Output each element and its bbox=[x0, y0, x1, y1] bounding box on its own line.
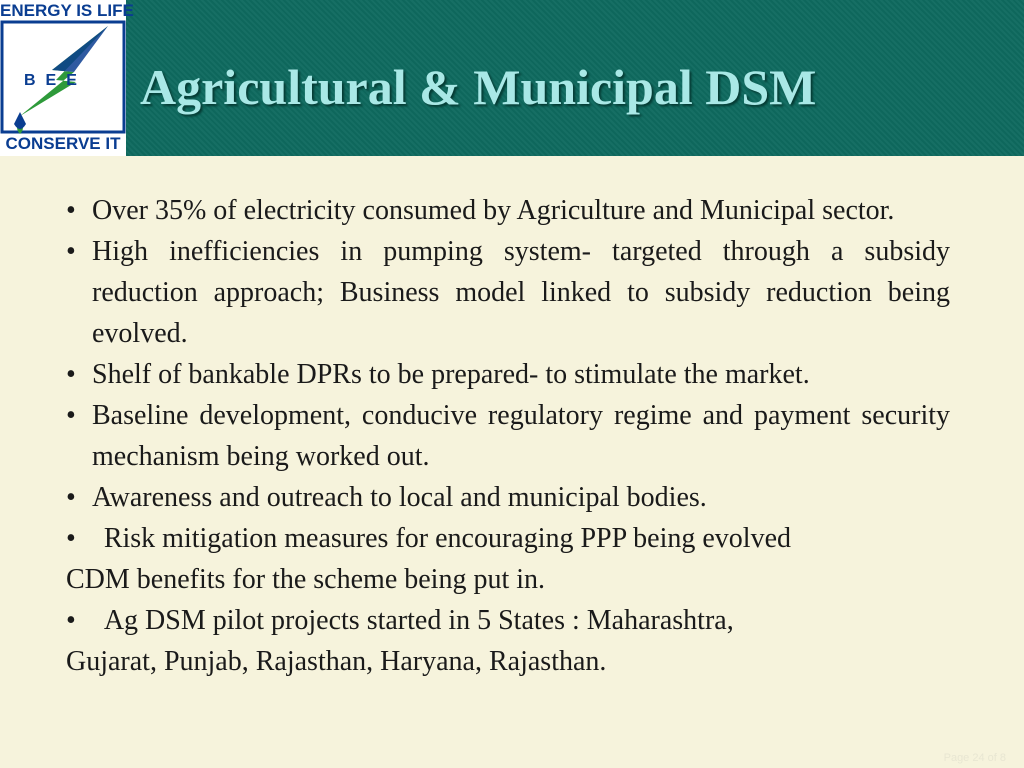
list-item: • Shelf of bankable DPRs to be prepared- to stimulate the market. bbox=[66, 354, 950, 395]
list-item: • High inefficiencies in pumping system- targeted through a subsidy reduction approach; Business model linked to subsidy reduction being evolved. bbox=[66, 231, 950, 354]
list-item-continuation: Gujarat, Punjab, Rajasthan, Haryana, Rajasthan. bbox=[66, 646, 607, 677]
logo-top-text: ENERGY IS LIFE bbox=[0, 1, 134, 20]
list-item: • Over 35% of electricity consumed by Agriculture and Municipal sector. bbox=[66, 190, 950, 231]
list-item-continuation: CDM benefits for the scheme being put in. bbox=[66, 564, 546, 595]
logo-middle-text: BEE bbox=[24, 72, 87, 89]
bullet-icon: • bbox=[66, 482, 76, 513]
bullet-icon: • bbox=[66, 359, 76, 390]
bullet-icon: • bbox=[66, 236, 76, 267]
header-band bbox=[0, 0, 1024, 156]
bullet-list bbox=[66, 190, 950, 682]
logo-bottom-text: CONSERVE IT bbox=[5, 134, 121, 153]
bullet-icon: • bbox=[66, 605, 76, 636]
page-number: Page 24 of 8 bbox=[943, 752, 1006, 764]
list-item: • Ag DSM pilot projects started in 5 States : Maharashtra, bbox=[66, 605, 734, 636]
list-item: • Baseline development, conducive regulatory regime and payment security mechanism being worked out. bbox=[66, 395, 950, 477]
bullet-icon: • bbox=[66, 523, 76, 554]
list-item: • Awareness and outreach to local and municipal bodies. bbox=[66, 477, 950, 518]
bee-logo bbox=[0, 0, 134, 156]
slide-title: Agricultural & Municipal DSM bbox=[140, 59, 817, 115]
bullet-icon: • bbox=[66, 195, 76, 226]
list-item: • Risk mitigation measures for encouraging PPP being evolved bbox=[66, 523, 792, 554]
bullet-icon: • bbox=[66, 400, 76, 431]
